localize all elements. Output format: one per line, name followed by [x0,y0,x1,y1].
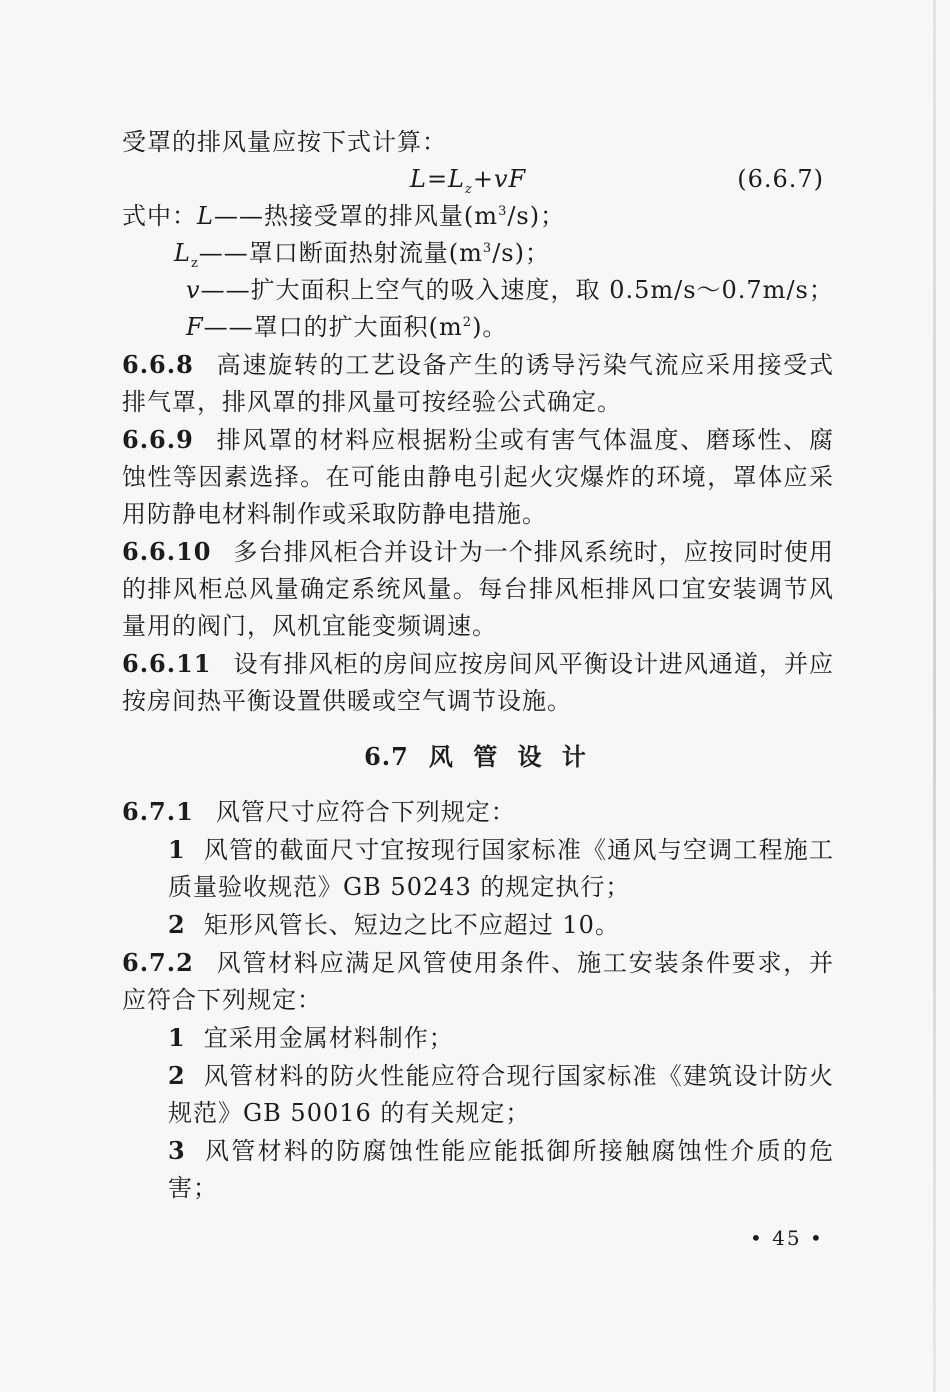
formula-number: (6.6.7) [737,165,824,193]
where-line-1: 式中：L——热接受罩的排风量$(m^3/s)$； [122,202,566,230]
section-heading-6-7: 6.7 风 管 设 计 [364,742,592,771]
clause-6-6-11: 6.6.11 设有排风柜的房间应按房间风平衡设计进风通道，并应按房间热平衡设置供暖或空气调节设施。 [122,649,834,715]
formula: $L=L_z+vF$ [410,165,527,197]
intro-text: 受罩的排风量应按下式计算： [122,128,447,156]
clause-6-7-2: 6.7.2 风管材料应满足风管使用条件、施工安装条件要求，并应符合下列规定： [122,948,834,1014]
where-line-3: v——扩大面积上空气的吸入速度，取 0.5m/s～0.7m/s； [186,276,834,304]
clause-6-7-1-item-1: 1 风管的截面尺寸宜按现行国家标准《通风与空调工程施工质量验收规范》GB 50243 的规定执行； [168,835,834,901]
clause-6-7-2-item-3: 3 风管材料的防腐蚀性能应能抵御所接触腐蚀性介质的危害； [168,1136,834,1202]
page-number: • 45 • [750,1226,824,1250]
clause-6-6-8: 6.6.8 高速旋转的工艺设备产生的诱导污染气流应采用接受式排气罩，排风罩的排风量可按经验公式确定。 [122,350,834,416]
clause-6-7-1: 6.7.1 风管尺寸应符合下列规定： [122,797,516,826]
page-edge-shadow [933,0,936,1392]
where-line-2: $L_z——$罩口断面热射流量$(m^3/s)$； [174,239,550,271]
clause-6-7-2-item-2: 2 风管材料的防火性能应符合现行国家标准《建筑设计防火规范》GB 50016 的有关规定； [168,1061,834,1127]
clause-6-6-9: 6.6.9 排风罩的材料应根据粉尘或有害气体温度、磨琢性、腐蚀性等因素选择。在可能由静电引起火灾爆炸的环境，罩体应采用防静电材料制作或采取防静电措施。 [122,425,835,528]
clause-6-6-10: 6.6.10 多台排风柜合并设计为一个排风系统时，应按同时使用的排风柜总风量确定系统风量。每台排风柜排风口宜安装调节风量用的阀门，风机宜能变频调速。 [122,537,834,640]
clause-6-7-2-item-1: 1 宜采用金属材料制作； [168,1023,454,1052]
document-body [122,124,834,1207]
clause-6-7-1-item-2: 2 矩形风管长、短边之比不应超过 10。 [168,910,620,939]
formula-line [122,161,834,198]
where-line-4: F——罩口的扩大面积$(m^2)$。 [186,313,508,341]
